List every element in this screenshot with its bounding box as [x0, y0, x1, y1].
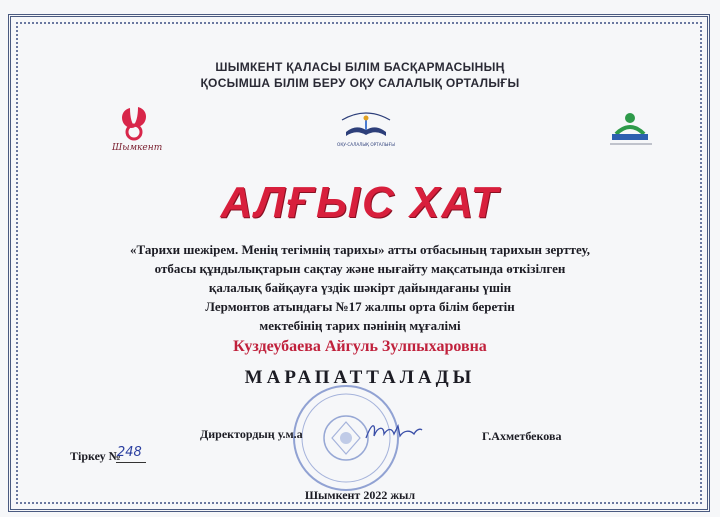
body-line-4: Лермонтов атындағы №17 жалпы орта білім беретін	[205, 299, 515, 314]
header-line-1: ШЫМКЕНТ ҚАЛАСЫ БІЛІМ БАСҚАРМАСЫНЫҢ	[215, 60, 505, 74]
registration-number: 248	[117, 445, 142, 460]
footer-place-year: Шымкент 2022 жыл	[304, 488, 416, 502]
education-center-logo	[322, 106, 410, 150]
header-line-2: ҚОСЫМША БІЛІМ БЕРУ ОҚУ САЛАЛЫҚ ОРТАЛЫҒЫ	[200, 76, 520, 90]
body-line-2: отбасы құндылықтарын сақтау және нығайту мақсатында өткізілген	[154, 261, 566, 276]
shymkent-logo	[108, 104, 170, 154]
registration-underline	[116, 462, 146, 463]
body-line-5: мектебінің тарих пәнінің мұғалімі	[259, 318, 461, 333]
shymkent-logo-text: Шымкент	[112, 143, 163, 153]
department-logo	[600, 108, 662, 150]
signatory-name: Г.Ахметбекова	[482, 429, 562, 443]
body-line-1: «Тарихи шежірем. Менің тегімнің тарихы» атты отбасының тарихын зерттеу,	[130, 242, 590, 257]
certificate-title: АЛҒЫС ХАТ	[220, 178, 500, 227]
body-line-3: қалалық байқауға үздік шәкірт дайындағаны үшін	[208, 280, 512, 295]
recipient-name: Куздеубаева Айгуль Зулпыхаровна	[233, 338, 487, 355]
signature-label: Директордың у.м.а	[200, 427, 303, 441]
education-center-logo-text: ОҚУ-САЛАЛЫҚ ОРТАЛЫҒЫ	[337, 142, 395, 147]
handwritten-signature	[362, 418, 424, 444]
registration-label: Тіркеу №	[70, 449, 121, 463]
award-heading: МАРАПАТТАЛАДЫ	[244, 367, 476, 388]
